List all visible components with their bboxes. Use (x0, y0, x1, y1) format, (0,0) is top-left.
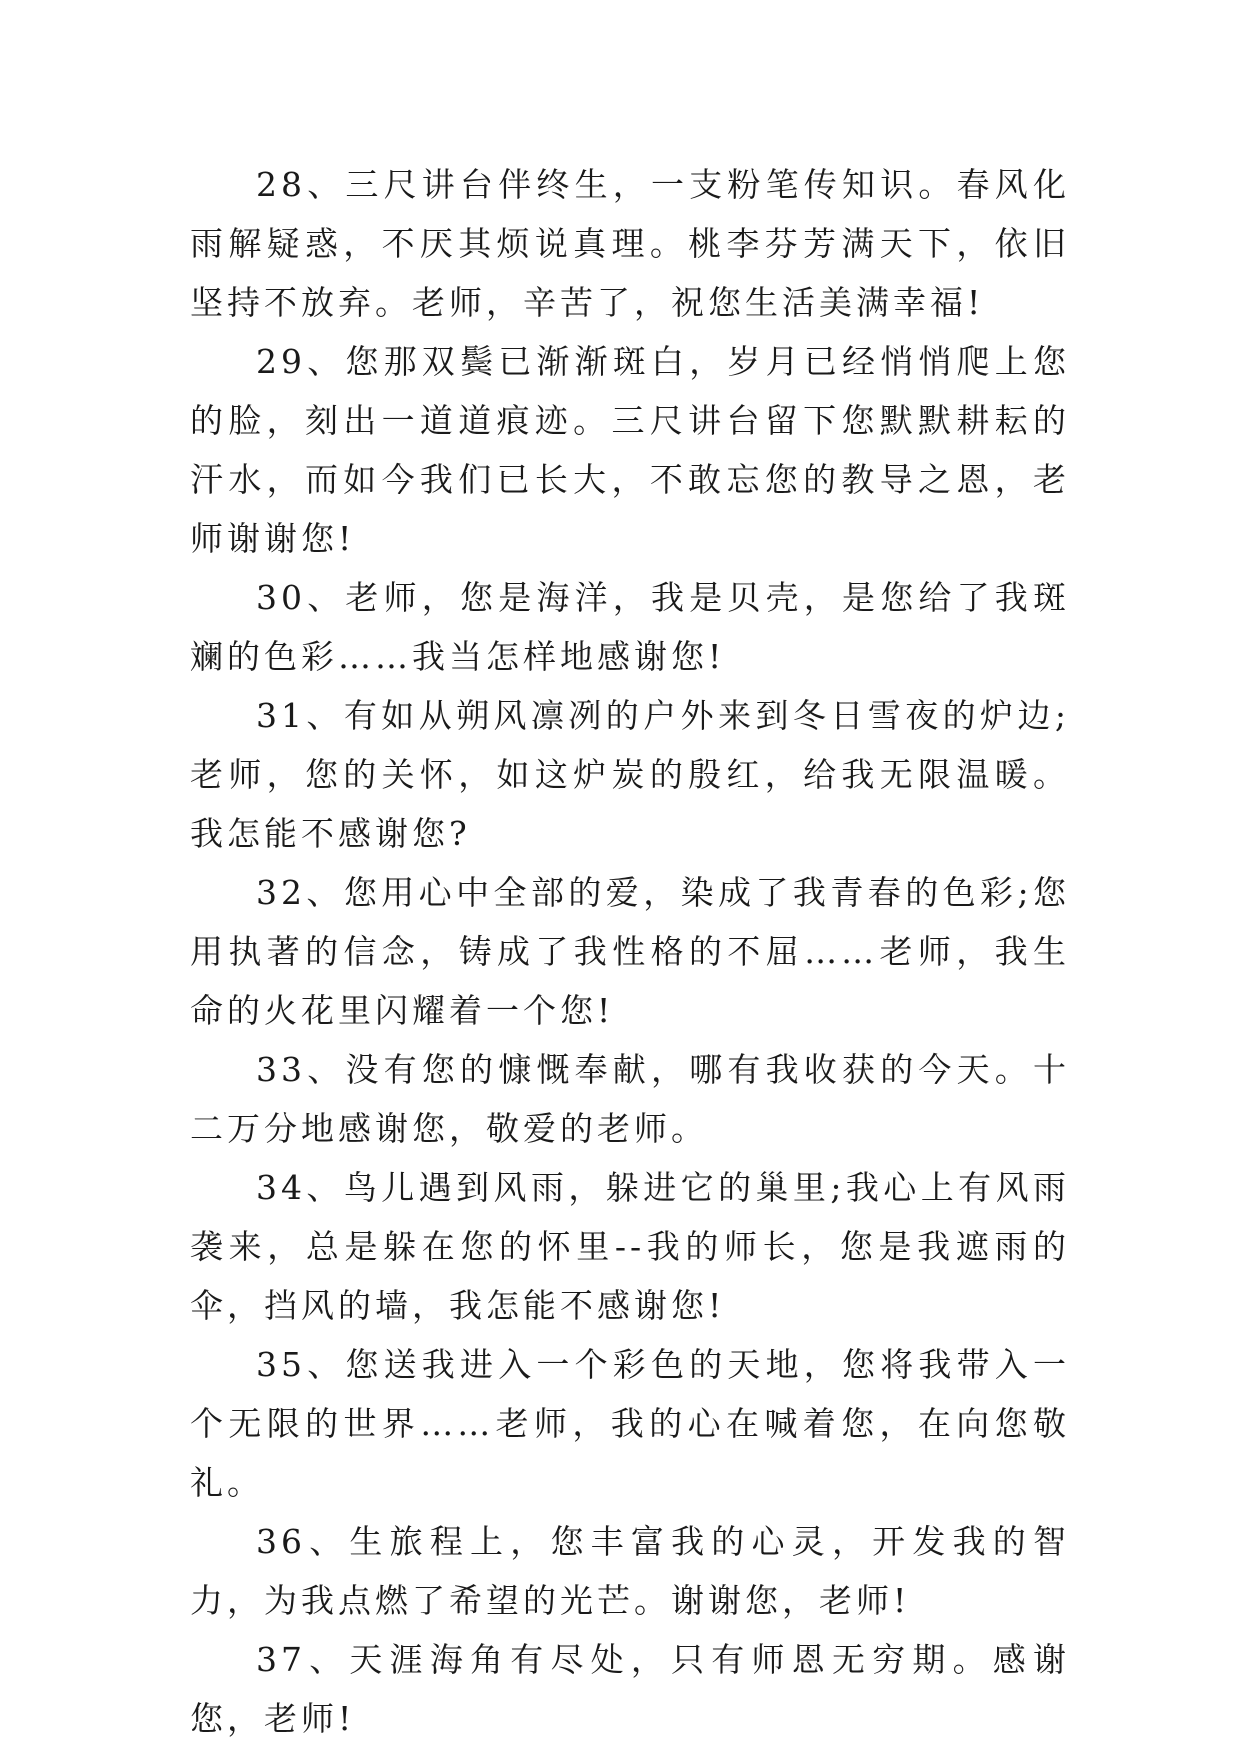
document-body (190, 155, 1070, 1748)
paragraph-33: 33、没有您的慷慨奉献，哪有我收获的今天。十二万分地感谢您，敬爱的老师。 (190, 1050, 1070, 1148)
paragraph-31: 31、有如从朔风凛冽的户外来到冬日雪夜的炉边;老师，您的关怀，如这炉炭的殷红，给我无限温暖。我怎能不感谢您? (190, 696, 1070, 853)
paragraph-28: 28、三尺讲台伴终生，一支粉笔传知识。春风化雨解疑惑，不厌其烦说真理。桃李芬芳满天下，依旧坚持不放弃。老师，辛苦了，祝您生活美满幸福! (190, 165, 1070, 322)
paragraph-32: 32、您用心中全部的爱，染成了我青春的色彩;您用执著的信念，铸成了我性格的不屈……老师，我生命的火花里闪耀着一个您! (190, 873, 1070, 1030)
paragraph-35: 35、您送我进入一个彩色的天地，您将我带入一个无限的世界……老师，我的心在喊着您，在向您敬礼。 (190, 1345, 1070, 1502)
paragraph-34: 34、鸟儿遇到风雨，躲进它的巢里;我心上有风雨袭来，总是躲在您的怀里--我的师长，您是我遮雨的伞，挡风的墙，我怎能不感谢您! (190, 1168, 1070, 1325)
paragraph-37: 37、天涯海角有尽处，只有师恩无穷期。感谢您，老师! (190, 1640, 1070, 1738)
paragraph-30: 30、老师，您是海洋，我是贝壳，是您给了我斑斓的色彩……我当怎样地感谢您! (190, 578, 1070, 676)
paragraph-29: 29、您那双鬓已渐渐斑白，岁月已经悄悄爬上您的脸，刻出一道道痕迹。三尺讲台留下您默默耕耘的汗水，而如今我们已长大，不敢忘您的教导之恩，老师谢谢您! (190, 342, 1070, 558)
paragraph-36: 36、生旅程上，您丰富我的心灵，开发我的智力，为我点燃了希望的光芒。谢谢您，老师! (190, 1522, 1070, 1620)
